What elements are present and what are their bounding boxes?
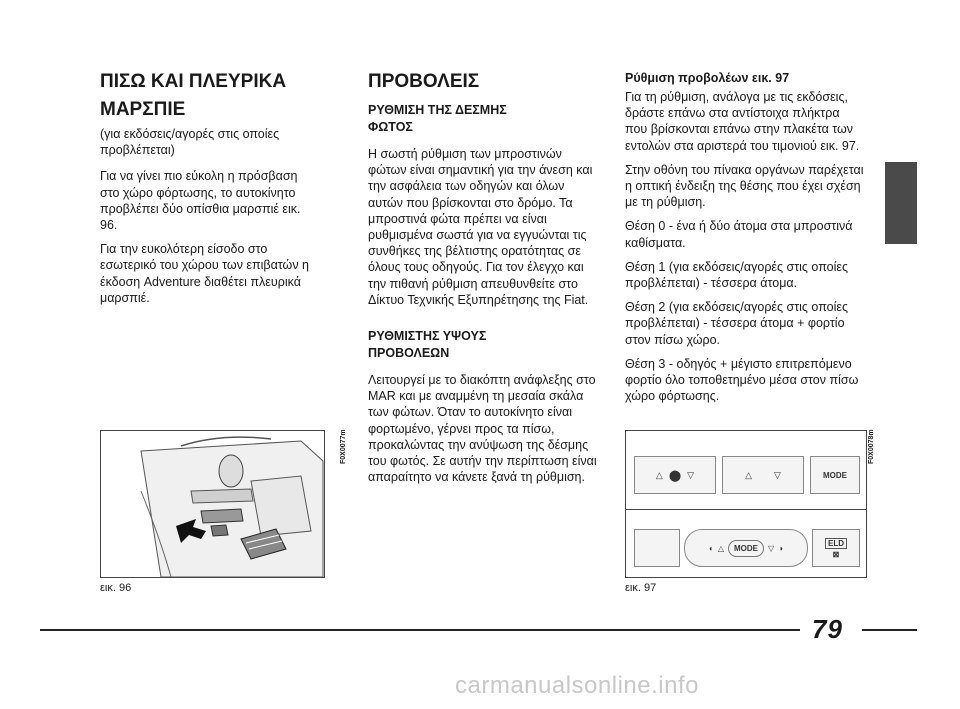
section-title: ΠΡΟΒΟΛΕΙΣ bbox=[368, 71, 480, 92]
figure-caption: εικ. 96 bbox=[100, 582, 132, 594]
triangle-up-icon: △ bbox=[655, 469, 663, 480]
footer-rule-left bbox=[40, 629, 800, 631]
paragraph: Θέση 3 - οδηγός + μέγιστο επιτρεπόμενο φορτίο όλο τοποθετημένο μέσα στον πίσω χώρο φόρτωσης. bbox=[625, 356, 859, 404]
column-1 bbox=[100, 70, 320, 314]
figure-caption: εικ. 97 bbox=[625, 582, 657, 594]
column-3 bbox=[625, 70, 865, 412]
paragraph: Θέση 2 (για εκδόσεις/αγορές στις οποίες προβλέπεται) - τέσσερα άτομα + φορτίο στον πίσω χώρο. bbox=[625, 300, 848, 347]
eld-button bbox=[812, 529, 860, 567]
subheading-line: ΡΥΘΜΙΣΗ ΤΗΣ ΔΕΣΜΗΣ bbox=[368, 103, 507, 117]
divider bbox=[626, 509, 866, 510]
mode-label: MODE bbox=[728, 540, 764, 557]
subheading-line: ΦΩΤΟΣ bbox=[368, 120, 413, 134]
headlight-icon: ◐ bbox=[709, 543, 714, 553]
paragraph: Η σωστή ρύθμιση των μπροστινών φώτων είναι σημαντική για την άνεση και την ασφάλεια των οδηγών και όλων αυτών που βρίσκονται στο δρόμο. Τα μπροστινά φώτα πρέπει να είναι ρυθμισμένα σωστά για να εγγυώνται τις συνθήκες της βέλτιστης ορατότητας σε όλους τους οδηγούς. Για τον έλεγχο και την πιθανή ρύθμιση απευθυνθείτε στο Δίκτυο Τεχνικής Εξυπηρέτησης της Fiat. bbox=[368, 147, 593, 307]
paragraph: Για να γίνει πιο εύκολη η πρόσβαση στο χώρο φόρτωσης, το αυτοκίνητο προβλέπει δύο οπίσθια μαρσπιέ εικ. 96. bbox=[100, 169, 301, 233]
paragraph: Για την ευκολότερη είσοδο στο εσωτερικό του χώρου των επιβατών η έκδοση Adventure διαθέτει πλευρικά μαρσπιέ. bbox=[100, 242, 309, 305]
subheading-height-adjuster bbox=[368, 328, 600, 362]
triangle-up-icon: △ bbox=[717, 543, 724, 553]
mode-combined-button bbox=[684, 529, 808, 567]
watermark: carmanualsonline.info bbox=[455, 672, 699, 699]
figure-97-headlight-controls bbox=[625, 430, 867, 578]
paragraph: Θέση 0 - ένα ή δύο άτομα στα μπροστινά καθίσματα. bbox=[625, 219, 853, 250]
blank-button bbox=[634, 529, 680, 567]
figure-code: F0X0077m bbox=[340, 429, 347, 464]
triangle-down-icon: ▽ bbox=[768, 543, 775, 553]
footer-rule-right bbox=[862, 629, 917, 631]
differential-lock-icon: ⊠ bbox=[832, 549, 840, 559]
mode-button bbox=[810, 456, 860, 494]
subheading-headlight-adjustment: Ρύθμιση προβολέων εικ. 97 bbox=[625, 71, 790, 85]
paragraph: Στην οθόνη του πίνακα οργάνων παρέχεται η οπτική ένδειξη της θέσης που έχει σχέση με τη ρύθμιση. bbox=[625, 162, 864, 210]
headlight-icon: ⬤ bbox=[668, 469, 682, 482]
column-2 bbox=[368, 70, 600, 493]
headlight-adjust-button bbox=[634, 456, 716, 494]
eld-label: ELD bbox=[825, 538, 847, 549]
section-title-line1: ΠΙΣΩ ΚΑΙ ΠΛΕΥΡΙΚΑ bbox=[100, 71, 287, 92]
headlight-icon: ◑ bbox=[778, 543, 783, 553]
triangle-down-icon: ▽ bbox=[687, 469, 695, 480]
paragraph: Για τη ρύθμιση, ανάλογα με τις εκδόσεις, δράστε επάνω στα αντίστοιχα πλήκτρα που βρίσκονται επάνω στην πλακέτα των εντολών στα αριστερά του τιμονιού εικ. 97. bbox=[625, 90, 860, 153]
figure-96-rear-step bbox=[100, 430, 325, 578]
car-rear-step-illustration bbox=[101, 431, 324, 577]
subheading-line: ΠΡΟΒΟΛΕΩΝ bbox=[368, 346, 450, 361]
figure-code: F0X0078m bbox=[868, 429, 875, 464]
subheading-beam-adjustment bbox=[368, 102, 600, 136]
section-subtitle: (για εκδόσεις/αγορές στις οποίες προβλέπεται) bbox=[100, 127, 280, 158]
triangle-up-icon: △ bbox=[745, 469, 752, 480]
section-title-line2: ΜΑΡΣΠΙΕ bbox=[100, 99, 186, 120]
mode-label: MODE bbox=[823, 470, 847, 480]
triangle-down-icon: ▽ bbox=[774, 469, 781, 480]
subheading-line: ΡΥΘΜΙΣΤΗΣ ΥΨΟΥΣ bbox=[368, 329, 487, 344]
section-thumb-tab bbox=[885, 162, 917, 244]
headlight-up-down-buttons bbox=[722, 456, 804, 494]
paragraph: Λειτουργεί με το διακόπτη ανάφλεξης στο MAR και με αναμμένη τη μεσαία σκάλα των φώτων. Όταν το αυτοκίνητο είναι φορτωμένο, γέρνει προς τα πίσω, προκαλώντας την ανύψωση της δέσμης του φωτός. Σε αυτήν την περίπτωση είναι απαραίτητο να κάνετε ξανά τη ρύθμιση. bbox=[368, 373, 597, 485]
paragraph: Θέση 1 (για εκδόσεις/αγορές στις οποίες προβλέπεται) - τέσσερα άτομα. bbox=[625, 259, 848, 291]
page-number: 79 bbox=[812, 614, 843, 644]
